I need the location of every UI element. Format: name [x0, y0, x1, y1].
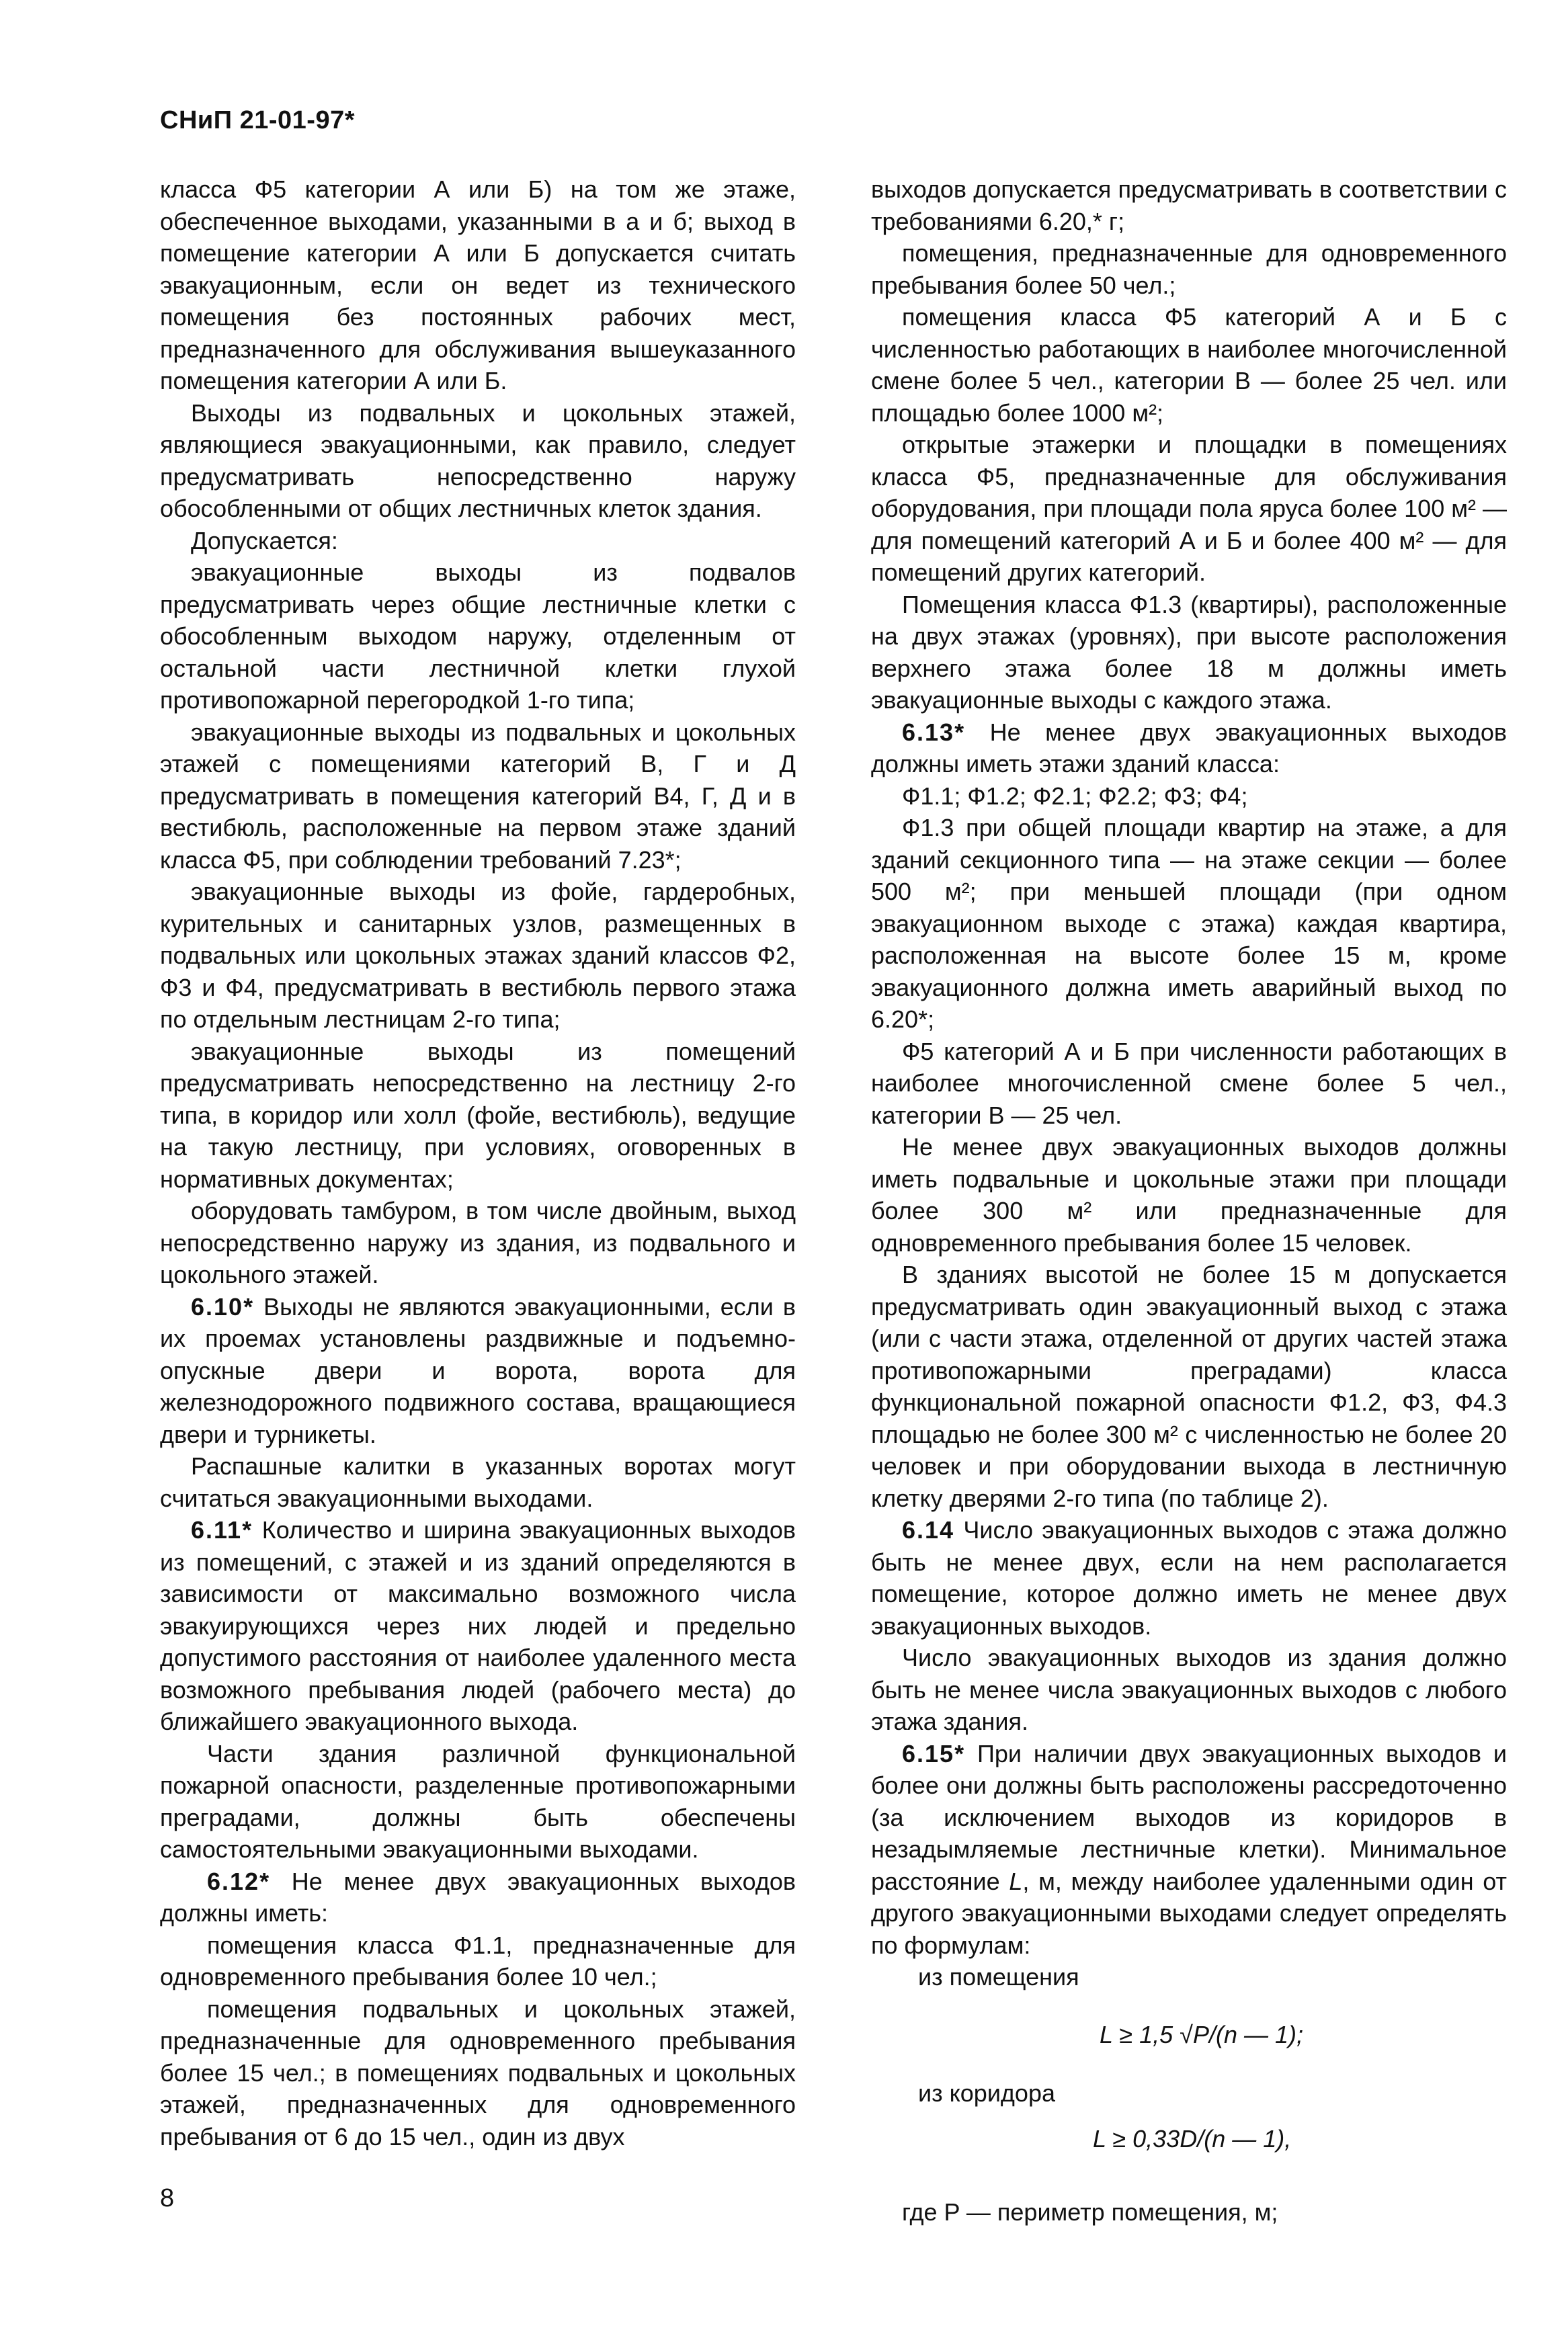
paragraph: помещения, предназначенные для одновременного пребывания более 50 чел.; — [871, 239, 1507, 299]
formula-corridor: L ≥ 0,33D/(n — 1), — [1093, 2124, 1292, 2153]
paragraph: Части здания различной функциональной пожарной опасности, разделенные противопожарными преградами, должны быть обеспечены самостоятельными эвакуационными выходами. — [160, 1739, 796, 1863]
paragraph: Допускается: — [191, 526, 338, 554]
section-number: 6.10* — [191, 1292, 255, 1321]
formula-intro: из помещения — [918, 1963, 1079, 1991]
section-6-13 — [871, 716, 1507, 780]
paragraph: оборудовать тамбуром, в том числе двойным, выход непосредственно наружу из здания, из подвального и цокольного этажей. — [160, 1197, 796, 1288]
section-number: 6.14 — [902, 1516, 955, 1544]
section-text: При наличии двух эвакуационных выходов и более они должны быть расположены рассредоточенно (за исключением выходов из коридоров в незадымляемые лестничные клетки). Минимальное расстояние — [871, 1739, 1507, 1895]
section-number: 6.13* — [902, 718, 966, 746]
section-text: Не менее двух эвакуационных выходов должны иметь этажи зданий класса: — [871, 718, 1507, 778]
section-text: Выходы не являются эвакуационными, если в их проемах установлены раздвижные и подъемно-опускные двери и ворота, ворота для железнодорожного подвижного состава, вращающиеся двери и турникеты. — [160, 1292, 796, 1448]
section-6-10 — [160, 1291, 796, 1451]
paragraph: Ф1.3 при общей площади квартир на этаже, а для зданий секционного типа — на этаже секции — более 500 м²; при меньшей площади (при одном эвакуационном выходе с этажа) каждая квартира, расположенная на высоте более 15 м, кроме эвакуационного должна иметь аварийный выход по 6.20*; — [871, 814, 1507, 1033]
paragraph: выходов допускается предусматривать в соответствии с требованиями 6.20,* г; — [871, 175, 1507, 235]
section-number: 6.12* — [207, 1867, 271, 1895]
formula-intro: из коридора — [918, 2079, 1055, 2107]
paragraph: Ф5 категорий А и Б при численности работающих в наиболее многочисленной смене более 5 чел., категории В — 25 чел. — [871, 1037, 1507, 1129]
paragraph: Число эвакуационных выходов из здания должно быть не менее числа эвакуационных выходов с любого этажа здания. — [871, 1644, 1507, 1735]
paragraph: класса Ф5 категории А или Б) на том же этаже, обеспеченное выходами, указанными в а и б; выход в помещение категории А или Б допускается считать эвакуационным, если он ведет из технического помещения без постоянных рабочих мест, предназначенного для обслуживания вышеуказанного помещения категории А или Б. — [160, 175, 796, 394]
section-text: Не менее двух эвакуационных выходов должны иметь: — [160, 1867, 796, 1927]
paragraph: Выходы из подвальных и цокольных этажей, являющиеся эвакуационными, как правило, следует предусматривать непосредственно наружу обособленными от общих лестничных клеток здания. — [160, 399, 796, 522]
section-6-11 — [160, 1514, 796, 1738]
section-text: Число эвакуационных выходов с этажа должно быть не менее двух, если на нем располагается помещение, которое должно иметь не менее двух эвакуационных выходов. — [871, 1516, 1507, 1640]
definition-line: где P — периметр помещения, м; — [902, 2198, 1278, 2226]
right-column — [871, 173, 1507, 2228]
paragraph: Распашные калитки в указанных воротах могут считаться эвакуационными выходами. — [160, 1452, 796, 1512]
section-6-12 — [160, 1866, 796, 1929]
paragraph: эвакуационные выходы из подвальных и цокольных этажей с помещениями категорий В, Г и Д предусматривать в помещения категорий В4, Г, Д и в вестибюль, расположенные на первом этаже зданий класса Ф5, при соблюдении требований 7.23*; — [160, 718, 796, 874]
paragraph: В зданиях высотой не более 15 м допускается предусматривать один эвакуационный выход с этажа (или с части этажа, отделенной от других частей этажа противопожарными преградами) класса функциональной пожарной опасности Ф1.2, Ф3, Ф4.3 площадью не более 300 м² с численностью не более 20 человек и при оборудовании выхода в лестничную клетку дверями 2-го типа (по таблице 2). — [871, 1261, 1507, 1512]
formula-room: L ≥ 1,5 √P/(n — 1); — [1100, 2020, 1303, 2048]
section-number: 6.11* — [191, 1516, 253, 1544]
section-text: Количество и ширина эвакуационных выходов из помещений, с этажей и из зданий определяются в зависимости от максимально возможного числа эвакуирующихся через них людей и предельно допустимого расстояния от наиболее удаленного места возможного пребывания людей (рабочего места) до ближайшего эвакуационного выхода. — [160, 1516, 796, 1735]
section-text: , м, между наиболее удаленными один от другого эвакуационными выходами следует определять по формулам: — [871, 1867, 1508, 1959]
section-6-15 — [871, 1738, 1507, 1962]
paragraph: помещения класса Ф5 категорий А и Б с численностью работающих в наиболее многочисленной смене более 5 чел., категории В — более 25 чел. или площадью более 1000 м²; — [871, 303, 1507, 427]
paragraph: эвакуационные выходы из подвалов предусматривать через общие лестничные клетки с обособленным выходом наружу, отделенным от остальной части лестничной клетки глухой противопожарной перегородкой 1-го типа; — [160, 558, 796, 714]
page-number: 8 — [160, 2184, 175, 2212]
paragraph: помещения класса Ф1.1, предназначенные для одновременного пребывания более 10 чел.; — [160, 1931, 796, 1991]
paragraph: эвакуационные выходы из фойе, гардеробных, курительных и санитарных узлов, размещенных в подвальных или цокольных этажах зданий классов Ф2, Ф3 и Ф4, предусматривать в вестибюль первого этажа по отдельным лестницам 2-го типа; — [160, 878, 796, 1033]
left-column — [160, 173, 796, 2153]
paragraph: Не менее двух эвакуационных выходов должны иметь подвальные и цокольные этажи при площади более 300 м² или предназначенные для одновременного пребывания более 15 человек. — [871, 1133, 1507, 1257]
paragraph: Ф1.1; Ф1.2; Ф2.1; Ф2.2; Ф3; Ф4; — [902, 782, 1248, 810]
paragraph: помещения подвальных и цокольных этажей, предназначенные для одновременного пребывания более 15 чел.; в помещениях подвальных и цокольных этажей, предназначенных для одновременного пребывания от 6 до 15 чел., один из двух — [160, 1995, 796, 2151]
paragraph: открытые этажерки и площадки в помещениях класса Ф5, предназначенные для обслуживания оборудования, при площади пола яруса более 100 м² — для помещений категорий А и Б и более 400 м² — для помещений других категорий. — [871, 431, 1507, 586]
variable-l: L — [1009, 1867, 1023, 1895]
document-header: СНиП 21-01-97* — [160, 106, 356, 134]
section-6-14 — [871, 1514, 1507, 1642]
section-number: 6.15* — [902, 1739, 966, 1767]
paragraph: эвакуационные выходы из помещений предусматривать непосредственно на лестницу 2-го типа, в коридор или холл (фойе, вестибюль), ведущие на такую лестницу, при условиях, оговоренных в нормативных документах; — [160, 1037, 796, 1193]
paragraph: Помещения класса Ф1.3 (квартиры), расположенные на двух этажах (уровнях), при высоте расположения верхнего этажа более 18 м должны иметь эвакуационные выходы с каждого этажа. — [871, 590, 1507, 714]
